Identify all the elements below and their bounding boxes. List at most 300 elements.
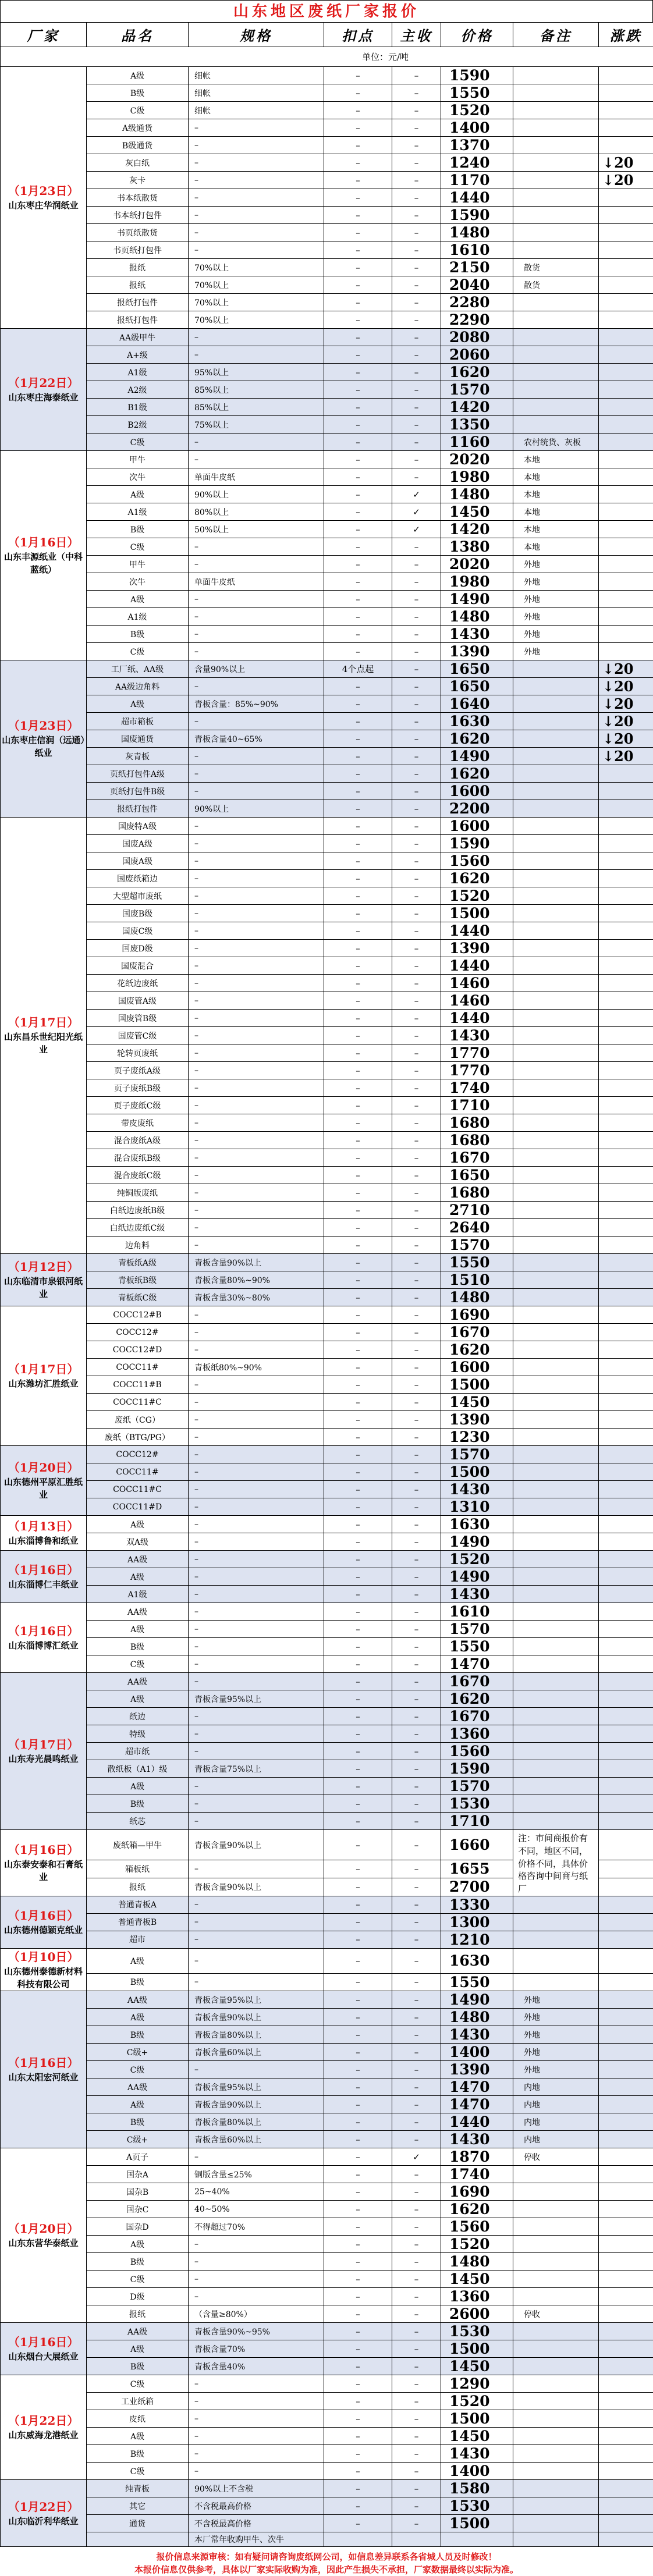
factory-cell xyxy=(1,1603,87,1673)
note-cell xyxy=(513,1690,599,1708)
spec-cell: – xyxy=(189,1913,324,1931)
price-cell: 1430 xyxy=(441,2131,513,2148)
note-cell xyxy=(513,137,599,154)
price-cell: 1630 xyxy=(441,1516,513,1533)
note-cell: 内地 xyxy=(513,2096,599,2113)
note-cell xyxy=(513,695,599,713)
spec-cell: – xyxy=(189,2236,324,2253)
note-cell: 散货 xyxy=(513,259,599,276)
change-cell xyxy=(599,1931,653,1948)
price-cell: 1670 xyxy=(441,1149,513,1167)
table-row xyxy=(1,2393,653,2410)
change-cell xyxy=(599,2358,653,2375)
note-cell xyxy=(513,1324,599,1341)
table-row xyxy=(1,241,653,259)
header-cell: 规格 xyxy=(189,23,324,47)
price-cell: 1590 xyxy=(441,1760,513,1778)
deduction-cell: – xyxy=(324,678,392,695)
price-cell: 1460 xyxy=(441,992,513,1010)
note-cell xyxy=(513,102,599,119)
table-row xyxy=(1,1813,653,1830)
header-cell: 备注 xyxy=(513,23,599,47)
main-collect-cell: – xyxy=(392,1725,441,1743)
price-cell: 1870 xyxy=(441,2148,513,2166)
price-cell: 1400 xyxy=(441,2463,513,2480)
deduction-cell: – xyxy=(324,1551,392,1568)
spec-cell: – xyxy=(189,1411,324,1429)
main-collect-cell: – xyxy=(392,1913,441,1931)
deduction-cell: – xyxy=(324,1708,392,1725)
spec-cell: – xyxy=(189,2148,324,2166)
change-cell: ↓20 xyxy=(599,678,653,695)
header-cell: 扣点 xyxy=(324,23,392,47)
factory-name: 山东丰源纸业（中科蓝纸） xyxy=(2,551,85,577)
note-cell: 外地 xyxy=(513,2061,599,2078)
spec-cell: 青板含量95%以上 xyxy=(189,1991,324,2009)
main-collect-cell: – xyxy=(392,1097,441,1114)
price-cell: 1480 xyxy=(441,2253,513,2271)
price-cell: 1440 xyxy=(441,2113,513,2131)
spec-cell: – xyxy=(189,1795,324,1813)
note-cell xyxy=(513,2463,599,2480)
change-cell xyxy=(599,818,653,835)
table-row xyxy=(1,556,653,573)
change-cell xyxy=(599,1813,653,1830)
main-collect-cell: – xyxy=(392,643,441,660)
spec-cell: – xyxy=(189,1446,324,1463)
product-cell: 普通青板A xyxy=(87,1896,189,1913)
spec-cell: – xyxy=(189,346,324,364)
product-cell: COCC11#C xyxy=(87,1481,189,1498)
price-cell: 1650 xyxy=(441,660,513,678)
spec-cell: – xyxy=(189,556,324,573)
note-cell xyxy=(513,713,599,730)
deduction-cell: – xyxy=(324,468,392,486)
change-cell xyxy=(599,241,653,259)
spec-cell: – xyxy=(189,538,324,556)
price-cell: 2080 xyxy=(441,329,513,346)
price-cell: 1570 xyxy=(441,381,513,399)
main-collect-cell: ✓ xyxy=(392,486,441,503)
deduction-cell: – xyxy=(324,835,392,852)
deduction-cell: – xyxy=(324,1498,392,1516)
deduction-cell: – xyxy=(324,1568,392,1586)
product-cell: B级 xyxy=(87,2445,189,2463)
product-cell: 超市箱板 xyxy=(87,713,189,730)
note-cell: 外地 xyxy=(513,2009,599,2026)
spec-cell: 不得超过70% xyxy=(189,2218,324,2236)
product-cell: 通货 xyxy=(87,2515,189,2532)
price-cell: 1600 xyxy=(441,1359,513,1376)
spec-cell: – xyxy=(189,1725,324,1743)
product-cell: 国废A级 xyxy=(87,835,189,852)
deduction-cell: – xyxy=(324,2026,392,2044)
main-collect-cell: – xyxy=(392,748,441,765)
factory-date: （1月10日） xyxy=(2,1949,85,1966)
product-cell: 甲牛 xyxy=(87,556,189,573)
product-cell xyxy=(87,2532,189,2546)
change-cell xyxy=(599,957,653,975)
main-collect-cell: – xyxy=(392,940,441,957)
product-cell: 工业纸箱 xyxy=(87,2393,189,2410)
deduction-cell: – xyxy=(324,1481,392,1498)
price-cell: 1520 xyxy=(441,1551,513,1568)
spec-cell: – xyxy=(189,1010,324,1027)
price-cell: 1570 xyxy=(441,1778,513,1795)
spec-cell: 80%以上 xyxy=(189,503,324,521)
change-cell xyxy=(599,1673,653,1690)
main-collect-cell: – xyxy=(392,434,441,451)
spec-cell: 90%以上 xyxy=(189,486,324,503)
product-cell: AA级 xyxy=(87,2323,189,2340)
table-row xyxy=(1,2026,653,2044)
deduction-cell: – xyxy=(324,870,392,887)
table-row xyxy=(1,1114,653,1132)
table-row xyxy=(1,2463,653,2480)
deduction-cell: – xyxy=(324,1097,392,1114)
table-row xyxy=(1,84,653,102)
price-cell: 2640 xyxy=(441,1219,513,1237)
change-cell xyxy=(599,416,653,434)
change-cell xyxy=(599,1948,653,1973)
deduction-cell: – xyxy=(324,1149,392,1167)
price-cell: 1520 xyxy=(441,2236,513,2253)
change-cell xyxy=(599,643,653,660)
main-collect-cell: – xyxy=(392,887,441,905)
change-cell xyxy=(599,1341,653,1359)
product-cell: B级 xyxy=(87,2358,189,2375)
main-collect-cell: – xyxy=(392,1778,441,1795)
table-row xyxy=(1,1760,653,1778)
product-cell: A级 xyxy=(87,1568,189,1586)
main-collect-cell: – xyxy=(392,2009,441,2026)
main-collect-cell: – xyxy=(392,1044,441,1062)
spec-cell: 不含税最高价格 xyxy=(189,2515,324,2532)
table-row xyxy=(1,207,653,224)
product-cell: 纯铜版废纸 xyxy=(87,1184,189,1202)
product-cell: 青板纸B级 xyxy=(87,1271,189,1289)
table-row xyxy=(1,1044,653,1062)
table-row xyxy=(1,1184,653,1202)
product-cell: A级 xyxy=(87,1516,189,1533)
table-row xyxy=(1,2096,653,2113)
table-row xyxy=(1,2236,653,2253)
product-cell: AA级 xyxy=(87,1673,189,1690)
product-cell: 白纸边废纸C级 xyxy=(87,1219,189,1237)
table-row xyxy=(1,1394,653,1411)
table-row xyxy=(1,416,653,434)
spec-cell: 50%以上 xyxy=(189,521,324,538)
product-cell: 国废B级 xyxy=(87,905,189,922)
product-cell: 灰白纸 xyxy=(87,154,189,172)
spec-cell: – xyxy=(189,1673,324,1690)
product-cell: A级 xyxy=(87,695,189,713)
table-row xyxy=(1,678,653,695)
note-cell xyxy=(513,172,599,189)
price-cell: 1610 xyxy=(441,1603,513,1621)
table-row xyxy=(1,154,653,172)
main-collect-cell: – xyxy=(392,172,441,189)
change-cell xyxy=(599,783,653,800)
change-cell xyxy=(599,2078,653,2096)
main-collect-cell: – xyxy=(392,1860,441,1878)
spec-cell: – xyxy=(189,2271,324,2288)
deduction-cell: – xyxy=(324,818,392,835)
note-cell xyxy=(513,2358,599,2375)
table-row xyxy=(1,1359,653,1376)
note-cell xyxy=(513,887,599,905)
main-collect-cell: – xyxy=(392,154,441,172)
product-cell: 国杂C xyxy=(87,2201,189,2218)
main-collect-cell: – xyxy=(392,2358,441,2375)
deduction-cell: – xyxy=(324,765,392,783)
footer xyxy=(0,2547,653,2576)
note-cell xyxy=(513,975,599,992)
main-collect-cell: – xyxy=(392,1027,441,1044)
product-cell: 国废D级 xyxy=(87,940,189,957)
table-row xyxy=(1,660,653,678)
deduction-cell: – xyxy=(324,2078,392,2096)
product-cell: 书本纸散货 xyxy=(87,189,189,207)
product-cell: B级 xyxy=(87,84,189,102)
product-cell: 书页纸打包件 xyxy=(87,241,189,259)
header-cell: 主收 xyxy=(392,23,441,47)
price-cell: 1560 xyxy=(441,2218,513,2236)
spec-cell: 青板纸80%~90% xyxy=(189,1359,324,1376)
deduction-cell: – xyxy=(324,2166,392,2183)
spec-cell: – xyxy=(189,905,324,922)
note-cell: 本地 xyxy=(513,486,599,503)
note-cell xyxy=(513,870,599,887)
footer-line-2: 本报价信息仅供参考，具体以厂家实际收购为准，因此产生损失不承担，厂家数据最终以实际为准。 xyxy=(0,2563,653,2576)
product-cell: AA级 xyxy=(87,2078,189,2096)
spec-cell: – xyxy=(189,2445,324,2463)
factory-cell xyxy=(1,2323,87,2375)
note-cell: 内地 xyxy=(513,2113,599,2131)
note-cell xyxy=(513,1795,599,1813)
spec-cell: 70%以上 xyxy=(189,259,324,276)
change-cell xyxy=(599,1778,653,1795)
spec-cell: – xyxy=(189,1306,324,1324)
price-cell: 1600 xyxy=(441,818,513,835)
deduction-cell: – xyxy=(324,1254,392,1271)
price-cell: 1490 xyxy=(441,1533,513,1551)
spec-cell: – xyxy=(189,608,324,626)
spec-cell: – xyxy=(189,748,324,765)
table-body xyxy=(1,47,653,2547)
price-cell: 1560 xyxy=(441,852,513,870)
deduction-cell: – xyxy=(324,241,392,259)
note-cell xyxy=(513,2515,599,2532)
deduction-cell: – xyxy=(324,1132,392,1149)
table-row xyxy=(1,2480,653,2497)
change-cell xyxy=(599,1027,653,1044)
table-row xyxy=(1,1010,653,1027)
table-row xyxy=(1,1586,653,1603)
price-cell: 1550 xyxy=(441,1973,513,1991)
main-collect-cell: – xyxy=(392,207,441,224)
change-cell xyxy=(599,346,653,364)
deduction-cell: – xyxy=(324,957,392,975)
price-cell: 1450 xyxy=(441,2271,513,2288)
spec-cell: – xyxy=(189,783,324,800)
deduction-cell: – xyxy=(324,887,392,905)
price-cell: 1480 xyxy=(441,608,513,626)
note-cell xyxy=(513,1132,599,1149)
factory-date: （1月13日） xyxy=(2,1518,85,1535)
deduction-cell: – xyxy=(324,1830,392,1860)
product-cell: 白纸边废纸B级 xyxy=(87,1202,189,1219)
main-collect-cell: – xyxy=(392,1896,441,1913)
change-cell xyxy=(599,2305,653,2323)
table-row xyxy=(1,2271,653,2288)
spec-cell: 青板含量90%以上 xyxy=(189,1878,324,1896)
main-collect-cell: ✓ xyxy=(392,503,441,521)
product-cell: A级 xyxy=(87,1690,189,1708)
change-cell xyxy=(599,1079,653,1097)
note-cell xyxy=(513,1184,599,1202)
change-cell xyxy=(599,1184,653,1202)
deduction-cell: – xyxy=(324,172,392,189)
main-collect-cell: – xyxy=(392,381,441,399)
main-collect-cell: – xyxy=(392,2515,441,2532)
change-cell xyxy=(599,852,653,870)
change-cell xyxy=(599,1219,653,1237)
main-collect-cell: – xyxy=(392,2166,441,2183)
main-collect-cell: – xyxy=(392,137,441,154)
note-cell xyxy=(513,346,599,364)
note-cell xyxy=(513,1271,599,1289)
note-cell xyxy=(513,2201,599,2218)
spec-cell: – xyxy=(189,1219,324,1237)
product-cell: 国杂A xyxy=(87,2166,189,2183)
change-cell xyxy=(599,1655,653,1673)
deduction-cell xyxy=(324,2532,392,2546)
change-cell xyxy=(599,1010,653,1027)
deduction-cell: – xyxy=(324,416,392,434)
spec-cell: – xyxy=(189,451,324,468)
change-cell xyxy=(599,1603,653,1621)
deduction-cell: – xyxy=(324,1411,392,1429)
table-row xyxy=(1,1708,653,1725)
main-collect-cell: – xyxy=(392,1621,441,1638)
deduction-cell: – xyxy=(324,2131,392,2148)
product-cell: 超市纸 xyxy=(87,1743,189,1760)
spec-cell: 40~50% xyxy=(189,2201,324,2218)
table-row xyxy=(1,2113,653,2131)
table-row xyxy=(1,1743,653,1760)
change-cell xyxy=(599,2061,653,2078)
note-cell xyxy=(513,1568,599,1586)
table-row xyxy=(1,2410,653,2428)
change-cell: ↓20 xyxy=(599,713,653,730)
deduction-cell: – xyxy=(324,207,392,224)
main-collect-cell: – xyxy=(392,1306,441,1324)
spec-cell: – xyxy=(189,940,324,957)
deduction-cell: – xyxy=(324,1184,392,1202)
note-cell xyxy=(513,67,599,84)
product-cell: COCC12#D xyxy=(87,1341,189,1359)
price-cell: 2700 xyxy=(441,1878,513,1896)
price-cell: 1500 xyxy=(441,1376,513,1394)
product-cell: B级 xyxy=(87,1638,189,1655)
main-collect-cell: – xyxy=(392,1062,441,1079)
table-row xyxy=(1,887,653,905)
change-cell xyxy=(599,1237,653,1254)
factory-cell xyxy=(1,818,87,1254)
change-cell xyxy=(599,1359,653,1376)
price-cell: 1490 xyxy=(441,748,513,765)
table-row xyxy=(1,1568,653,1586)
change-cell xyxy=(599,1896,653,1913)
spec-cell: – xyxy=(189,137,324,154)
deduction-cell: – xyxy=(324,1079,392,1097)
change-cell xyxy=(599,294,653,311)
spec-cell: – xyxy=(189,1027,324,1044)
spec-cell: – xyxy=(189,2463,324,2480)
change-cell xyxy=(599,2428,653,2445)
product-cell: 报纸打包件 xyxy=(87,294,189,311)
note-cell xyxy=(513,2288,599,2305)
table-row xyxy=(1,1132,653,1149)
main-collect-cell: – xyxy=(392,538,441,556)
unit-label: 单位：元/吨 xyxy=(1,47,653,67)
main-collect-cell: – xyxy=(392,1289,441,1306)
change-cell xyxy=(599,259,653,276)
change-cell xyxy=(599,940,653,957)
price-cell: 1300 xyxy=(441,1913,513,1931)
deduction-cell: – xyxy=(324,2096,392,2113)
product-cell: COCC11# xyxy=(87,1463,189,1481)
change-cell xyxy=(599,2148,653,2166)
table-row xyxy=(1,870,653,887)
spec-cell: – xyxy=(189,434,324,451)
spec-cell: – xyxy=(189,1481,324,1498)
change-cell xyxy=(599,1202,653,1219)
spec-cell: – xyxy=(189,1062,324,1079)
product-cell: 国杂B xyxy=(87,2183,189,2201)
factory-name: 山东淄博博汇纸业 xyxy=(2,1640,85,1653)
main-collect-cell: – xyxy=(392,2340,441,2358)
product-cell: A级 xyxy=(87,1778,189,1795)
spec-cell: 细帐 xyxy=(189,67,324,84)
note-cell xyxy=(513,1306,599,1324)
deduction-cell: – xyxy=(324,1878,392,1896)
spec-cell: 70%以上 xyxy=(189,294,324,311)
change-cell xyxy=(599,1913,653,1931)
note-cell xyxy=(513,294,599,311)
product-cell: COCC11#D xyxy=(87,1498,189,1516)
deduction-cell: – xyxy=(324,626,392,643)
table-row xyxy=(1,1498,653,1516)
spec-cell: – xyxy=(189,2375,324,2393)
product-cell: A1级 xyxy=(87,364,189,381)
price-cell: 1500 xyxy=(441,1463,513,1481)
note-cell xyxy=(513,2445,599,2463)
table-row xyxy=(1,2061,653,2078)
spec-cell: 细帐 xyxy=(189,102,324,119)
main-collect-cell: – xyxy=(392,1167,441,1184)
note-cell xyxy=(513,2323,599,2340)
price-cell: 1510 xyxy=(441,1271,513,1289)
deduction-cell: – xyxy=(324,1533,392,1551)
change-cell xyxy=(599,556,653,573)
price-cell: 1490 xyxy=(441,591,513,608)
factory-name: 山东淄博鲁和纸业 xyxy=(2,1535,85,1548)
spec-cell: – xyxy=(189,1184,324,1202)
price-cell: 1770 xyxy=(441,1062,513,1079)
table-row xyxy=(1,329,653,346)
